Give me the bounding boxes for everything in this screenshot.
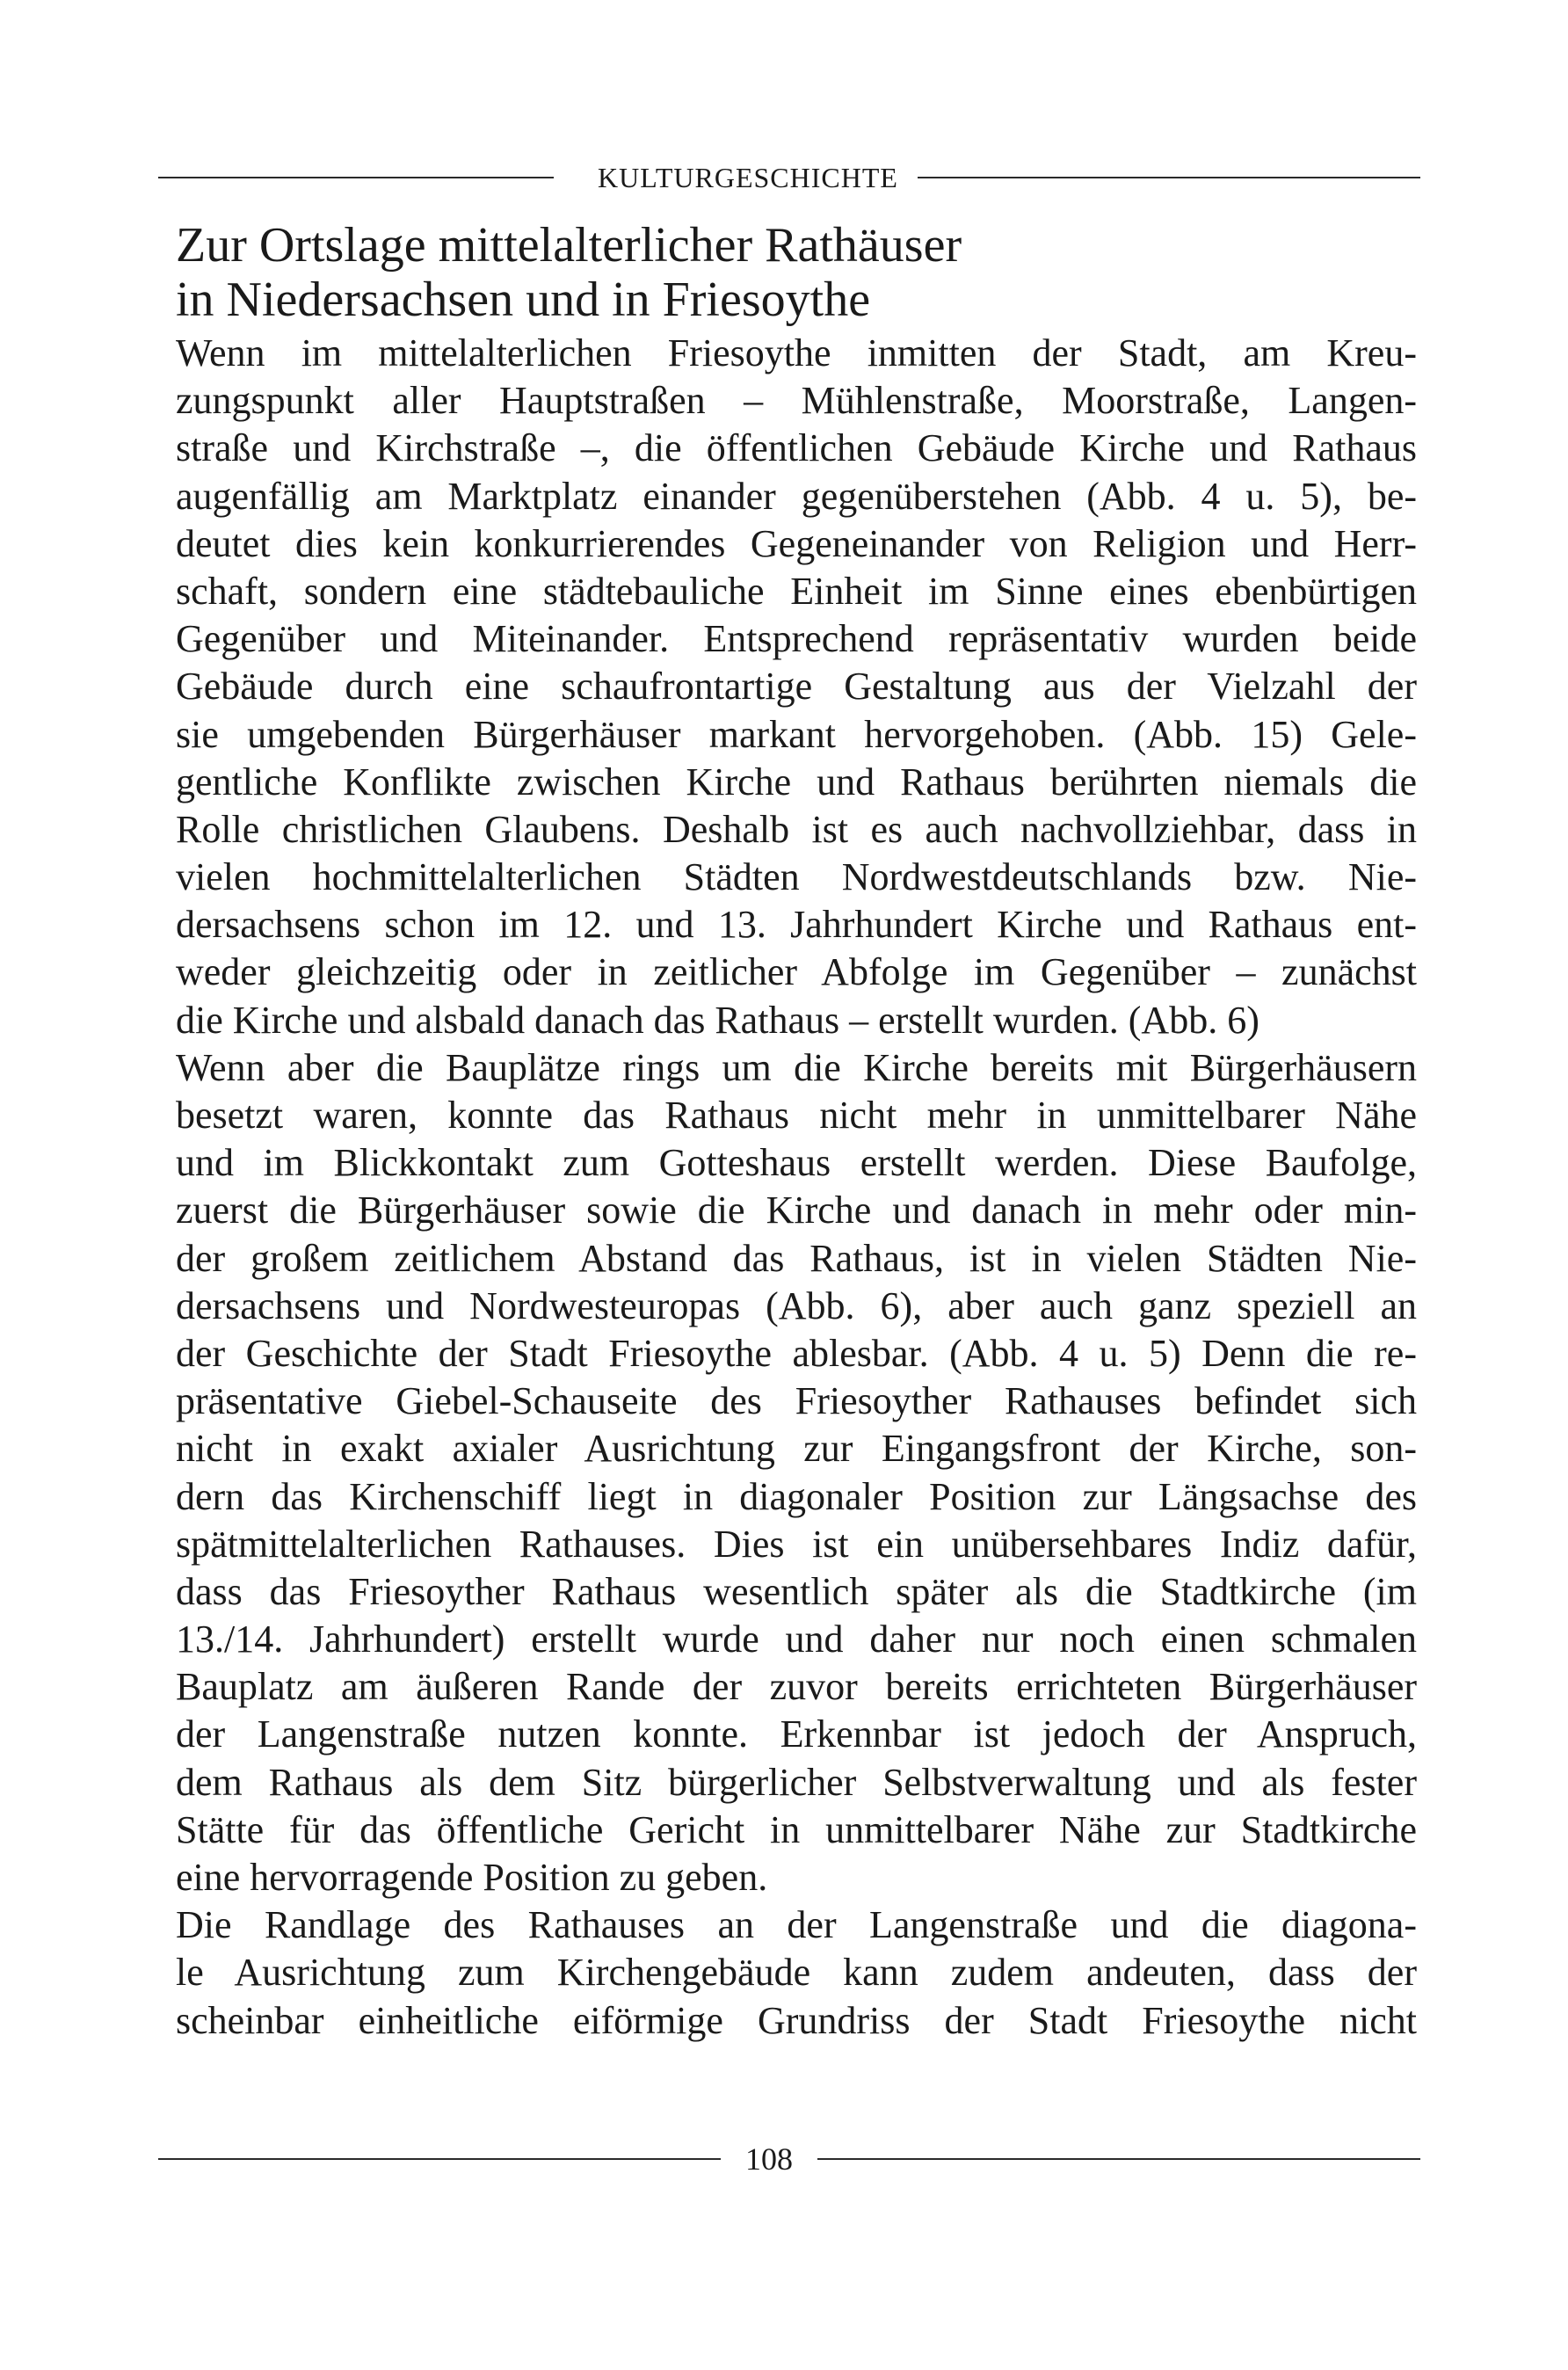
footer-rule-right <box>817 2158 1420 2160</box>
body-line: weder gleichzeitig oder in zeitlicher Abfolge im Gegenüber – zunächst <box>176 950 1417 994</box>
body-line: Stätte für das öffentliche Gericht in unmittelbarer Nähe zur Stadtkirche <box>176 1807 1417 1851</box>
body-line: und im Blickkontakt zum Gotteshaus erstellt werden. Diese Baufolge, <box>176 1141 1417 1185</box>
body-line: zuerst die Bürgerhäuser sowie die Kirche und danach in mehr oder min- <box>176 1189 1417 1232</box>
body-line: dern das Kirchenschiff liegt in diagonaler Position zur Längsachse des <box>176 1474 1417 1518</box>
body-line: eine hervorragende Position zu geben. <box>176 1856 768 1899</box>
body-line: augenfällig am Marktplatz einander gegenüberstehen (Abb. 4 u. 5), be- <box>176 474 1417 518</box>
article-title-line-1: Zur Ortslage mittelalterlicher Rathäuser <box>176 218 962 273</box>
running-head <box>158 158 1420 197</box>
body-line: gentliche Konflikte zwischen Kirche und Rathaus berührten niemals die <box>176 760 1417 803</box>
article-title-line-2: in Niedersachsen und in Friesoythe <box>176 273 871 327</box>
body-line: besetzt waren, konnte das Rathaus nicht mehr in unmittelbarer Nähe <box>176 1094 1417 1137</box>
running-head-rule-left <box>158 177 554 178</box>
body-line: deutet dies kein konkurrierendes Gegeneinander von Religion und Herr- <box>176 521 1417 565</box>
running-head-label: KULTURGESCHICHTE <box>598 161 898 193</box>
page-footer <box>158 2140 1420 2178</box>
body-line: der Geschichte der Stadt Friesoythe ablesbar. (Abb. 4 u. 5) Denn die re- <box>176 1331 1417 1375</box>
body-line: Bauplatz am äußeren Rande der zuvor bereits errichteten Bürgerhäuser <box>176 1665 1417 1709</box>
page-number: 108 <box>745 2141 793 2177</box>
article-title <box>176 218 1424 327</box>
body-line: dass das Friesoyther Rathaus wesentlich später als die Stadtkirche (im <box>176 1569 1417 1613</box>
body-line: le Ausrichtung zum Kirchengebäude kann zudem andeuten, dass der <box>176 1951 1417 1995</box>
body-line: 13./14. Jahrhundert) erstellt wurde und daher nur noch einen schmalen <box>176 1618 1417 1661</box>
body-line: sie umgebenden Bürgerhäuser markant hervorgehoben. (Abb. 15) Gele- <box>176 712 1417 756</box>
body-line: Wenn aber die Bauplätze rings um die Kirche bereits mit Bürgerhäusern <box>176 1045 1417 1089</box>
footer-rule-left <box>158 2158 721 2160</box>
body-line: präsentative Giebel-Schauseite des Friesoyther Rathauses befindet sich <box>176 1379 1417 1423</box>
body-line: Wenn im mittelalterlichen Friesoythe inmitten der Stadt, am Kreu- <box>176 331 1417 374</box>
body-line: schaft, sondern eine städtebauliche Einheit im Sinne eines ebenbürtigen <box>176 569 1417 613</box>
body-line: Rolle christlichen Glaubens. Deshalb ist es auch nachvollziehbar, dass in <box>176 807 1417 851</box>
body-line: dersachsens und Nordwesteuropas (Abb. 6), aber auch ganz speziell an <box>176 1283 1417 1327</box>
body-line: dem Rathaus als dem Sitz bürgerlicher Selbstverwaltung und als fester <box>176 1760 1417 1804</box>
body-line: der großem zeitlichem Abstand das Rathaus, ist in vielen Städten Nie- <box>176 1236 1417 1280</box>
body-line: spätmittelalterlichen Rathauses. Dies ist ein unübersehbares Indiz dafür, <box>176 1522 1417 1566</box>
running-head-rule-right <box>918 177 1420 178</box>
article-body <box>176 330 1417 2045</box>
body-line: dersachsens schon im 12. und 13. Jahrhundert Kirche und Rathaus ent- <box>176 903 1417 947</box>
body-line: der Langenstraße nutzen konnte. Erkennbar ist jedoch der Anspruch, <box>176 1712 1417 1756</box>
body-line: Die Randlage des Rathauses an der Langenstraße und die diagona- <box>176 1903 1417 1947</box>
body-line: die Kirche und alsbald danach das Rathaus – erstellt wurden. (Abb. 6) <box>176 998 1259 1042</box>
body-line: straße und Kirchstraße –, die öffentlichen Gebäude Kirche und Rathaus <box>176 426 1417 470</box>
body-line: zungspunkt aller Hauptstraßen – Mühlenstraße, Moorstraße, Langen- <box>176 379 1417 423</box>
body-line: vielen hochmittelalterlichen Städten Nordwestdeutschlands bzw. Nie- <box>176 855 1417 899</box>
body-line: nicht in exakt axialer Ausrichtung zur Eingangsfront der Kirche, son- <box>176 1427 1417 1471</box>
body-line: Gebäude durch eine schaufrontartige Gestaltung aus der Vielzahl der <box>176 665 1417 709</box>
body-line: scheinbar einheitliche eiförmige Grundriss der Stadt Friesoythe nicht <box>176 1998 1417 2042</box>
body-line: Gegenüber und Miteinander. Entsprechend repräsentativ wurden beide <box>176 617 1417 661</box>
